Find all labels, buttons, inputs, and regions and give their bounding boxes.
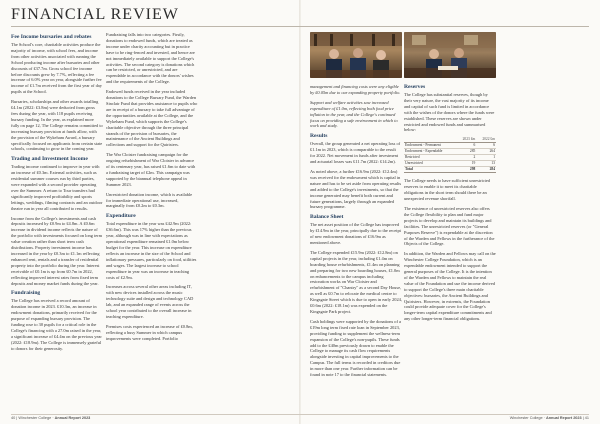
table-cell: 264 [476,149,496,155]
table-cell: 19 [457,161,477,167]
footer-school: Winchester College [509,416,543,420]
title-rule [11,26,589,27]
table-cell: Unrestricted [404,161,457,167]
table-cell: 6 [457,143,477,149]
paragraph: In addition, the Warden and Fellows may call on the Winchester College Foundation, which is an expendable endowment intended to support the general purposes of the College. It is the intention of the Warden and Fellows to maintain the real value of the Foundation and use the income derived to support the College's three main charitable objectives: bursaries, the Ancient Buildings and Quiristers. However, in extremis, the Foundation could provide adequate cover for the College's longer-term capital expenditure commitments and any other longer-term financial obligations. [404,251,496,322]
paragraph: Cash holdings were supported by the donations of a £19m long term fixed rate loan in September 2023, providing funding to supplement the wellness-term expansion of the College's non-pupils. These funds add to the £40m previously drawn to enable the College to manage its cash flow requirements alongside investing in capital improvements to the Campus. The full terms is recorded in creditors due in more than one year. Further information can be found in note 17 to the financial statements. [310,318,401,378]
table-cell: 284 [476,167,496,173]
page-number: 41 [584,416,589,420]
column-2 [106,32,198,346]
heading-reserves: Reserves [404,84,426,90]
table-cell: 2 [457,155,477,161]
paragraph: Premises costs experienced an increase of £0.8m, reflecting a busy Summer in which campus improvements were completed. Portfolio [106,323,193,341]
reserves-table [404,137,496,173]
footer-report: Annual Report 2023 [54,416,91,420]
paragraph: As noted above, a further £16.9m (2022: £12.4m) was received for the endowment which is capital in nature and has to be set aside from operating results and added to the College's investments, so that the income generated may benefit both current and future generations, largely through an expanded bursary programme. [310,168,402,210]
paragraph: Trading income continued to improve in year with an increase of £0.3m. External activities, such as residential summer courses run by third parties, were expanded with a second provider operating over the Summer. A return to Tour transfers had significantly improved profitability and sports lettings, weddings, filming contracts and an outdoor theatre run in year all contributed to results. [11,164,103,211]
footer-right: Winchester College · Annual Report 2023 | 41 [509,416,589,420]
paragraph: The College needs to have sufficient unrestricted reserves to enable it to meet its charitable obligations in the short term should there be an unexpected revenue shortfall. [404,178,490,202]
paragraph: Unrestricted donation income, which is available for immediate operational use, increased, marginally from £0.2m to £0.3m. [106,191,193,209]
heading-expenditure: Expenditure [106,213,136,220]
footer-rule [11,414,589,415]
footer-left: 40 | Winchester College · Annual Report 2023 [11,416,91,420]
paragraph: The existence of unrestricted reserves also offers the College flexibility to plan and fund major projects to develop and maintain its buildings and facilities. The unrestricted reserves (or "General Purposes Reserve") is expendable at the discretion of the Warden and Fellows in the furtherance of the Objects of the College. [404,205,495,247]
table-total-row [404,167,496,173]
paragraph: The College expended £15.9m (2022: £12.8m) on capital projects in the year, including £1.4m on boarding house refurbishments, £1.4m on planning and preparing for two new boarding houses, £1.0m on enhancements to the campus including restoration works on War Cloister and refurbishment of "Chantry" as a second Day House, as well as £0.7m to relocate the medical centre to Kingsgate Street which is due to open in early 2024, £0.6m (2022: £18.1m) was expended on the Kingsgate Park project. [310,249,402,314]
paragraph: The net asset position of the College has improved by £14.9m in the year, principally due to the receipt of new endowment donations of £16.9m as mentioned above. [310,222,401,246]
footer-report: Annual Report 2023 [545,416,582,420]
table-cell: 285 [457,149,477,155]
paragraph: Overall, the group generated a net operating loss of £1.1m in 2023, which is comparable to the result for 2022. Net movement in funds after investment and actuarial losses was £11.7m (2022: £14.2m). [310,141,401,165]
heading-fundraising: Fundraising [11,290,41,297]
column-1 [11,32,103,356]
paragraph: Increases across several other areas including IT, with new devices installed across the music technology suite and design and technology CAD lab, and an expanded range of events across the school year contributed to the overall increase in teaching expenditure. [106,284,194,319]
table-cell: 298 [457,167,477,173]
photo-pupils-library [310,32,402,78]
page-title: FINANCIAL REVIEW [11,6,179,23]
paragraph: management and financing costs were any eligible by £0.05m due to our expanding property portfolio. [310,84,401,95]
photo-illustration [404,32,496,78]
table-cell: 1 [476,155,496,161]
heading-trading: Trading and Investment Income [11,156,88,163]
paragraph: Income from the College's investments and cash deposits increased by £0.9m to £4.8m. A £0.6m increase in dividend income reflects the nature of the portfolio with investments focused on long term value creation rather than short term cash distributions. Property investment income has increased in the year by £0.3m to £1.1m reflecting enhanced rent, rentals and a transfer of residential property into the portfolio during the year. Interest receivable of £0.1m is up from £0.7m in 2022, reflecting improved interest rates from fixed term deposits and money market funds during the year. [11,215,103,286]
page-gutter [299,0,301,424]
heading-results: Results [310,133,328,140]
heading-fee-income: Fee Income bursaries and rebates [11,34,92,40]
paragraph: Fundraising falls into two categories. Firstly, donations to endowed funds, which are treated as income under charity accounting but in practice have to be ring-fenced and invested, and hence are not immediately available to support the College's activities. The second category is donations which can be restricted, or unrestricted, and are expendable in accordance with the donors' wishes and the requirements of the College. [106,32,195,85]
column-4 [404,32,496,326]
heading-balance-sheet: Balance Sheet [310,214,344,221]
table-cell: 6 [476,143,496,149]
paragraph: Support and welfare activities saw increased expenditure of £1.0m, reflecting both food price inflation in the year, and the College's continued focus on providing a safe environment in which to work and study. [310,99,398,129]
paragraph: The School's core, charitable activities produce the majority of income, with school fees, and income from other activities associated with running the School producing income after bursaries and other discounts of £37.7m. Gross school fee income before discounts grew by 7.7%, reflecting a fee increase of 6.0% year on year, alongside further fee income of £1.7m received from the first year of day pupils at the School. [11,42,102,95]
table-header: 2022 £m [476,137,496,143]
table-cell: Restricted [404,155,457,161]
photo-illustration [310,32,402,78]
paragraph: Endowed funds received in the year included donations to the College Bursary Fund, the Warden Sinclair Fund that provides assistance to pupils who are in receipt of a bursary to take full advantage of the opportunities available at the College, and the Wykeham Fund, which supports the College's charitable objective through the three principal strands of the provision of bursaries, the maintenance of the Ancient Buildings and collections and support for the Quiristers. [106,89,198,148]
table-cell: Total [404,167,457,173]
table-cell: Endowment - Expendable [404,149,457,155]
photo-pupils-study [404,32,496,78]
paragraph: The College has received a record amount of donation income in 2023. £10.3m, an increase in endowment donations, primarily received for the purpose of expanding bursary provision. The funding rose to 30 pupils for a critical role in the College's financing with a 27.0m raised in the year, a significant increase of £4.4m on the previous year (2022: £18.9m). The College is immensely grateful to donors for their generosity. [11,298,102,351]
table-cell: 13 [476,161,496,167]
paragraph: Bursaries, scholarships and other awards totalling £4.1m (2022: £3.8m) were deducted from gross fees during the year, with 118 pupils receiving bursary funding. In the year, as explained more fully on page 12, The College remains committed to increasing bursary provision at funds allow, with the provision of the Wykeham Award, a bursary specifically focused on applicants from certain state schools, continuing to grow in the coming year. [11,99,103,152]
footer-school: Winchester College [18,416,52,420]
paragraph: The War Cloister fundraising campaign for the ongoing refurbishment of War Cloister in advance of its centenary year, has raised £1.6m to date with a fundraising target of £2m. This campaign was supported by the biannual telephone appeal in Summer 2023. [106,152,196,187]
table-header: 2023 £m [457,137,477,143]
paragraph: The College has substantial reserves, though by their very nature, the vast majority of its income and capital of such fund is limited in accordance with the wishes of the donors where the funds were established. These reserves are shown under restricted and endowed funds and summarised below: [404,92,495,133]
paragraph: Total expenditure in the year was £42.9m (2022: £36.6m). This was 17% higher than the previous year, although was in line with expectations as operational expenditure remained £1.0m below budget for the year. This increase on expenditure reflects an increase in the size of the School and inflationary pressures, particularly on food, utilities and wages. The largest increase to school expenditure in year was an increase in teaching costs of £2.9m. [106,221,197,280]
column-3 [310,32,402,382]
table-cell: Endowment - Permanent [404,143,457,149]
page-number: 40 [11,416,16,420]
